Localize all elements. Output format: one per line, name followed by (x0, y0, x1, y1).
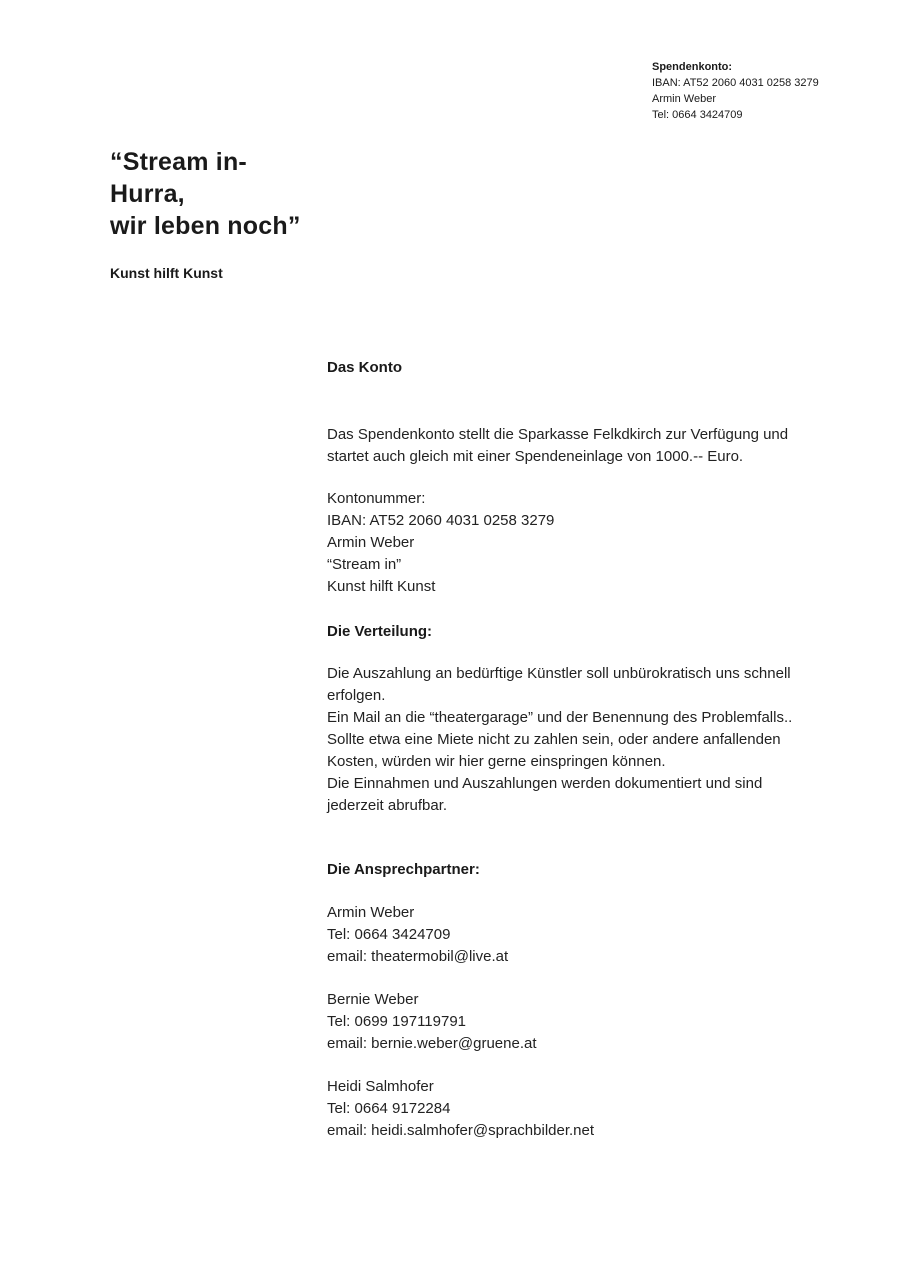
account-iban: IBAN: AT52 2060 4031 0258 3279 (652, 77, 819, 89)
contact-tel: Tel: 0664 3424709 (327, 926, 451, 943)
contact-name: Armin Weber (327, 904, 415, 921)
konto-details (327, 488, 867, 598)
text-line: Die Einnahmen und Auszahlungen werden dokumentiert und sind (327, 775, 763, 792)
text-line: Kontonummer: (327, 490, 426, 507)
account-tel: Tel: 0664 3424709 (652, 109, 743, 121)
text-line: erfolgen. (327, 687, 386, 704)
contact-card (327, 989, 867, 1055)
text-line: jederzeit abrufbar. (327, 797, 448, 814)
text-line: Die Auszahlung an bedürftige Künstler soll unbürokratisch uns schnell (327, 665, 791, 682)
section-heading-konto: Das Konto (327, 359, 402, 376)
title-line-1: “Stream in- (110, 148, 247, 176)
page-title (110, 146, 301, 242)
text-line: Sollte etwa eine Miete nicht zu zahlen sein, oder andere anfallenden (327, 731, 781, 748)
account-label: Spendenkonto: (652, 61, 733, 73)
text-line: Ein Mail an die “theatergarage” und der Benennung des Problemfalls.. (327, 709, 793, 726)
contact-tel: Tel: 0664 9172284 (327, 1100, 451, 1117)
account-info-box (652, 59, 819, 123)
contact-email: email: bernie.weber@gruene.at (327, 1035, 537, 1052)
account-name: Armin Weber (652, 93, 716, 105)
text-line: Armin Weber (327, 534, 415, 551)
section-heading-ansprechpartner: Die Ansprechpartner: (327, 861, 480, 878)
text-line: startet auch gleich mit einer Spendeneinlage von 1000.-- Euro. (327, 448, 744, 465)
page-subtitle: Kunst hilft Kunst (110, 265, 223, 281)
contact-email: email: theatermobil@live.at (327, 948, 509, 965)
contact-name: Heidi Salmhofer (327, 1078, 434, 1095)
contact-card (327, 1076, 867, 1142)
text-line: Kunst hilft Kunst (327, 578, 436, 595)
text-line: Kosten, würden wir hier gerne einspringen können. (327, 753, 666, 770)
contact-name: Bernie Weber (327, 991, 419, 1008)
text-line: Das Spendenkonto stellt die Sparkasse Felkdkirch zur Verfügung und (327, 426, 789, 443)
verteilung-text (327, 663, 867, 817)
konto-intro (327, 424, 867, 468)
contact-tel: Tel: 0699 197119791 (327, 1013, 467, 1030)
contact-card (327, 902, 867, 968)
title-line-3: wir leben noch” (110, 212, 301, 240)
text-line: “Stream in” (327, 556, 402, 573)
section-heading-verteilung: Die Verteilung: (327, 623, 433, 640)
contact-email: email: heidi.salmhofer@sprachbilder.net (327, 1122, 595, 1139)
title-line-2: Hurra, (110, 180, 185, 208)
konto-iban: IBAN: AT52 2060 4031 0258 3279 (327, 512, 555, 529)
